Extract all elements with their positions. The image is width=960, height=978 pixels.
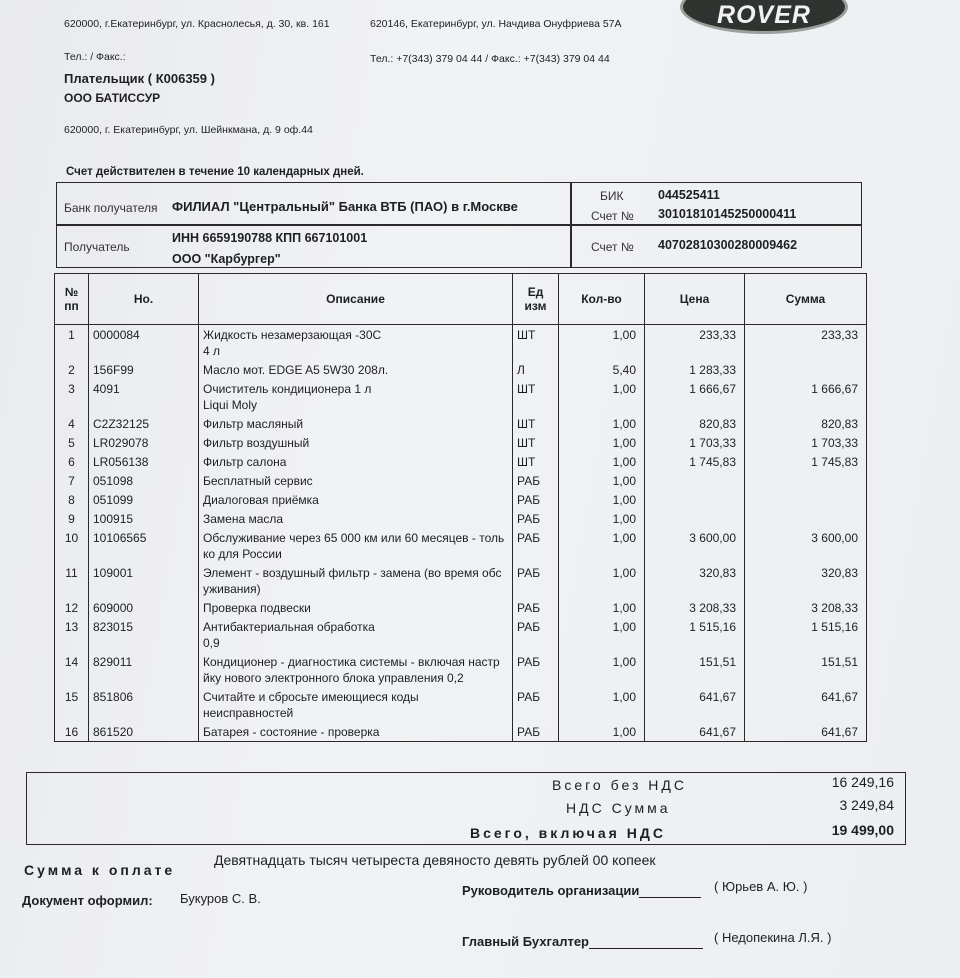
row-number: 4 — [55, 414, 89, 433]
row-code: 609000 — [89, 598, 199, 617]
row-unit: РАБ — [513, 652, 559, 687]
row-number: 13 — [55, 617, 89, 652]
row-code: 861520 — [89, 722, 199, 742]
row-unit: ШТ — [513, 414, 559, 433]
validity-note: Счет действителен в течение 10 календарных дней. — [66, 166, 364, 178]
subtotal-value: 16 249,16 — [831, 774, 894, 790]
row-description-line: Батарея - состояние - проверка — [203, 725, 380, 739]
row-description-line: Элемент - воздушный фильтр - замена (во время обс — [203, 566, 502, 580]
row-quantity: 5,40 — [559, 360, 645, 379]
row-code: C2Z32125 — [89, 414, 199, 433]
prepared-by-label: Документ оформил: — [22, 893, 153, 908]
seller-phone: Тел.: / Факс.: — [64, 51, 126, 63]
row-quantity: 1,00 — [559, 490, 645, 509]
row-unit: ШТ — [513, 452, 559, 471]
row-number: 3 — [55, 379, 89, 414]
row-code: LR029078 — [89, 433, 199, 452]
row-description — [199, 452, 513, 471]
table-row — [55, 598, 867, 617]
row-code: 4091 — [89, 379, 199, 414]
row-quantity: 1,00 — [559, 722, 645, 742]
table-row — [55, 617, 867, 652]
row-description — [199, 528, 513, 563]
row-description-continuation: 4 л — [203, 344, 221, 358]
vat-label: НДС Сумма — [566, 800, 671, 816]
bank-label: Банк получателя — [64, 201, 158, 215]
row-code: LR056138 — [89, 452, 199, 471]
head-name: ( Юрьев А. Ю. ) — [714, 879, 808, 894]
head-signature-line — [639, 897, 701, 898]
row-description-line: Обслуживание через 65 000 км или 60 месяцев - толь — [203, 531, 505, 545]
row-price: 320,83 — [645, 563, 745, 598]
row-sum: 641,67 — [745, 722, 867, 742]
row-unit: РАБ — [513, 509, 559, 528]
row-code: 156F99 — [89, 360, 199, 379]
row-description — [199, 471, 513, 490]
col-header-unit: Ед изм — [513, 274, 559, 325]
row-unit: РАБ — [513, 471, 559, 490]
row-description-continuation: Liqui Moly — [203, 398, 258, 412]
row-description-line: Замена масла — [203, 512, 284, 526]
row-price — [645, 471, 745, 490]
row-code: 051098 — [89, 471, 199, 490]
bik-label: БИК — [600, 189, 624, 203]
row-unit: РАБ — [513, 563, 559, 598]
row-description-line: Очиститель кондиционера 1 л — [203, 382, 372, 396]
account-label: Счет № — [591, 240, 634, 254]
row-description-line: Диалоговая приёмка — [203, 493, 319, 507]
table-row — [55, 528, 867, 563]
head-signature — [462, 883, 701, 898]
row-description-line: Фильтр воздушный — [203, 436, 310, 450]
row-description — [199, 722, 513, 742]
row-sum: 1 515,16 — [745, 617, 867, 652]
row-sum — [745, 509, 867, 528]
row-description — [199, 490, 513, 509]
row-description — [199, 687, 513, 722]
corr-account-label: Счет № — [591, 209, 634, 223]
row-number: 1 — [55, 325, 89, 361]
row-price: 151,51 — [645, 652, 745, 687]
row-sum: 820,83 — [745, 414, 867, 433]
row-price: 3 600,00 — [645, 528, 745, 563]
row-number: 15 — [55, 687, 89, 722]
row-price: 641,67 — [645, 722, 745, 742]
row-code: 10106565 — [89, 528, 199, 563]
row-number: 16 — [55, 722, 89, 742]
table-row — [55, 433, 867, 452]
row-sum: 1 666,67 — [745, 379, 867, 414]
row-description-line: Считайте и сбросьте имеющиеся коды — [203, 690, 419, 704]
recipient-inn-kpp: ИНН 6659190788 КПП 667101001 — [172, 231, 368, 245]
row-unit: Л — [513, 360, 559, 379]
row-number: 10 — [55, 528, 89, 563]
row-unit: РАБ — [513, 617, 559, 652]
row-code: 829011 — [89, 652, 199, 687]
row-price: 820,83 — [645, 414, 745, 433]
row-description — [199, 433, 513, 452]
row-description — [199, 652, 513, 687]
row-number: 8 — [55, 490, 89, 509]
row-description — [199, 360, 513, 379]
row-quantity: 1,00 — [559, 433, 645, 452]
row-sum: 320,83 — [745, 563, 867, 598]
seller-address: 620000, г.Екатеринбург, ул. Краснолесья, д. 30, кв. 161 — [64, 18, 330, 30]
row-number: 9 — [55, 509, 89, 528]
col-header-sum: Сумма — [745, 274, 867, 325]
row-sum — [745, 471, 867, 490]
recipient-name: ООО "Карбургер" — [172, 252, 281, 266]
row-description-line: Масло мот. EDGE A5 5W30 208л. — [203, 363, 389, 377]
accountant-signature-line — [589, 948, 703, 949]
total-value: 19 499,00 — [831, 822, 894, 838]
row-sum: 151,51 — [745, 652, 867, 687]
table-row — [55, 452, 867, 471]
head-label: Руководитель организации — [462, 883, 640, 898]
row-sum: 3 600,00 — [745, 528, 867, 563]
row-price — [645, 490, 745, 509]
row-quantity: 1,00 — [559, 452, 645, 471]
row-description-continuation: ко для России — [203, 547, 282, 561]
accountant-signature — [462, 934, 703, 949]
row-quantity: 1,00 — [559, 687, 645, 722]
row-sum: 641,67 — [745, 687, 867, 722]
row-quantity: 1,00 — [559, 509, 645, 528]
row-price: 1 666,67 — [645, 379, 745, 414]
row-description — [199, 379, 513, 414]
row-quantity: 1,00 — [559, 617, 645, 652]
row-price: 1 703,33 — [645, 433, 745, 452]
row-description — [199, 617, 513, 652]
row-unit: РАБ — [513, 598, 559, 617]
row-number: 11 — [55, 563, 89, 598]
table-row — [55, 471, 867, 490]
dealer-phone: Тел.: +7(343) 379 04 44 / Факс.: +7(343) 379 04 44 — [370, 53, 610, 65]
col-header-no: № пп — [55, 274, 89, 325]
row-description-continuation: уживания) — [203, 582, 261, 596]
row-code: 100915 — [89, 509, 199, 528]
row-code: 851806 — [89, 687, 199, 722]
accountant-label: Главный Бухгалтер — [462, 934, 589, 949]
row-number: 7 — [55, 471, 89, 490]
totals-box — [26, 772, 906, 845]
row-code: 051099 — [89, 490, 199, 509]
row-description-continuation: 0,9 — [203, 636, 220, 650]
corr-account-value: 30101810145250000411 — [658, 207, 797, 221]
row-code: 823015 — [89, 617, 199, 652]
table-header-row — [55, 274, 867, 325]
table-row — [55, 509, 867, 528]
row-description — [199, 325, 513, 361]
row-quantity: 1,00 — [559, 598, 645, 617]
row-sum — [745, 490, 867, 509]
recipient-label: Получатель — [64, 240, 130, 254]
table-row — [55, 490, 867, 509]
row-unit: РАБ — [513, 722, 559, 742]
row-price: 1 283,33 — [645, 360, 745, 379]
row-description-line: Фильтр масляный — [203, 417, 304, 431]
row-description-line: Кондиционер - диагностика системы - включая настр — [203, 655, 500, 669]
row-description — [199, 414, 513, 433]
table-row — [55, 563, 867, 598]
row-description — [199, 563, 513, 598]
row-unit: РАБ — [513, 490, 559, 509]
table-row — [55, 722, 867, 742]
dealer-address: 620146, Екатеринбург, ул. Начдива Онуфриева 57А — [370, 18, 622, 30]
table-row — [55, 325, 867, 361]
row-quantity: 1,00 — [559, 563, 645, 598]
account-value: 40702810300280009462 — [658, 238, 798, 252]
row-description-line: Бесплатный сервис — [203, 474, 313, 488]
row-unit: ШТ — [513, 433, 559, 452]
row-description-line: Антибактериальная обработка — [203, 620, 375, 634]
table-row — [55, 414, 867, 433]
row-unit: ШТ — [513, 325, 559, 361]
vat-value: 3 249,84 — [839, 797, 894, 813]
row-price: 233,33 — [645, 325, 745, 361]
row-quantity: 1,00 — [559, 652, 645, 687]
amount-due-text: Девятнадцать тысяч четыреста девяносто девять рублей 00 копеек — [214, 852, 656, 868]
table-row — [55, 360, 867, 379]
row-description-line: Проверка подвески — [203, 601, 311, 615]
row-sum — [745, 360, 867, 379]
accountant-name: ( Недопекина Л.Я. ) — [714, 930, 832, 945]
row-description-line: Фильтр салона — [203, 455, 287, 469]
row-price: 1 515,16 — [645, 617, 745, 652]
row-sum: 3 208,33 — [745, 598, 867, 617]
row-price — [645, 509, 745, 528]
row-quantity: 1,00 — [559, 379, 645, 414]
col-header-price: Цена — [645, 274, 745, 325]
total-label: Всего, включая НДС — [470, 825, 666, 841]
row-unit: РАБ — [513, 687, 559, 722]
row-sum: 233,33 — [745, 325, 867, 361]
row-code: 109001 — [89, 563, 199, 598]
rover-logo: ROVER — [680, 0, 848, 34]
row-description-continuation: йку нового электронного блока управления 0,2 — [203, 671, 464, 685]
row-price: 3 208,33 — [645, 598, 745, 617]
row-sum: 1 745,83 — [745, 452, 867, 471]
prepared-by-name: Букуров С. В. — [180, 891, 261, 906]
row-sum: 1 703,33 — [745, 433, 867, 452]
row-code: 0000084 — [89, 325, 199, 361]
row-quantity: 1,00 — [559, 414, 645, 433]
payer-name: ООО БАТИССУР — [64, 91, 161, 105]
row-unit: ШТ — [513, 379, 559, 414]
row-quantity: 1,00 — [559, 471, 645, 490]
payer-title: Плательщик ( К006359 ) — [64, 71, 215, 86]
amount-due-label: Сумма к оплате — [24, 862, 176, 878]
row-number: 2 — [55, 360, 89, 379]
row-number: 14 — [55, 652, 89, 687]
bik-value: 044525411 — [658, 188, 720, 202]
col-header-description: Описание — [199, 274, 513, 325]
row-description — [199, 598, 513, 617]
subtotal-label: Всего без НДС — [552, 777, 687, 793]
row-quantity: 1,00 — [559, 325, 645, 361]
table-row — [55, 687, 867, 722]
row-number: 5 — [55, 433, 89, 452]
table-row — [55, 379, 867, 414]
row-description-continuation: неисправностей — [203, 706, 294, 720]
col-header-code: Но. — [89, 274, 199, 325]
table-row — [55, 652, 867, 687]
col-header-quantity: Кол-во — [559, 274, 645, 325]
row-price: 1 745,83 — [645, 452, 745, 471]
bank-name: ФИЛИАЛ "Центральный" Банка ВТБ (ПАО) в г.Москве — [172, 199, 518, 214]
row-price: 641,67 — [645, 687, 745, 722]
row-number: 12 — [55, 598, 89, 617]
row-quantity: 1,00 — [559, 528, 645, 563]
items-table — [54, 273, 867, 742]
row-number: 6 — [55, 452, 89, 471]
payer-address: 620000, г. Екатеринбург, ул. Шейнкмана, д. 9 оф.44 — [64, 124, 313, 136]
row-unit: РАБ — [513, 528, 559, 563]
row-description — [199, 509, 513, 528]
row-description-line: Жидкость незамерзающая -30С — [203, 328, 382, 342]
